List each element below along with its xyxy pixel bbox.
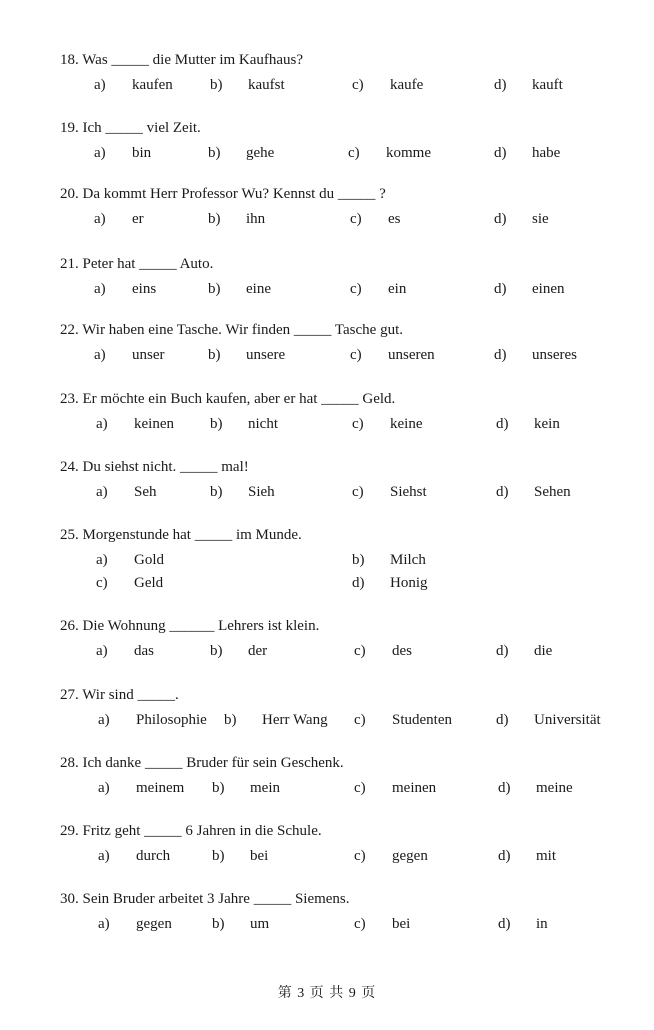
option-c[interactable]: c) komme xyxy=(348,145,431,161)
option-c[interactable]: c) bei xyxy=(354,916,411,932)
option-b[interactable]: b) kaufst xyxy=(210,77,285,93)
question-stem: 26. Die Wohnung ______ Lehrers ist klein. xyxy=(60,618,320,634)
question-26 xyxy=(60,616,640,662)
question-stem: 27. Wir sind _____. xyxy=(60,687,179,703)
options-row xyxy=(60,208,640,230)
option-c[interactable]: c) gegen xyxy=(354,848,428,864)
option-d[interactable]: d) Honig xyxy=(352,575,428,591)
question-stem: 18. Was _____ die Mutter im Kaufhaus? xyxy=(60,52,304,68)
question-29 xyxy=(60,821,640,867)
option-d[interactable]: d) meine xyxy=(498,780,573,796)
option-c[interactable]: c) Geld xyxy=(96,575,164,591)
question-stem: 23. Er möchte ein Buch kaufen, aber er hat _____ Geld. xyxy=(60,391,396,407)
option-c[interactable]: c) kaufe xyxy=(352,77,424,93)
question-stem: 19. Ich _____ viel Zeit. xyxy=(60,120,201,136)
page-footer: 第 3 页 共 9 页 xyxy=(277,986,377,1001)
option-c[interactable]: c) Studenten xyxy=(354,712,452,728)
options-row xyxy=(60,913,640,935)
question-21 xyxy=(60,254,640,300)
option-d[interactable]: d) unseres xyxy=(494,347,577,363)
option-b[interactable]: b) ihn xyxy=(208,211,266,227)
options-row xyxy=(60,709,640,731)
question-23 xyxy=(60,389,640,435)
option-a[interactable]: a) eins xyxy=(94,281,157,297)
question-stem: 21. Peter hat _____ Auto. xyxy=(60,256,214,272)
options-row xyxy=(60,549,640,571)
question-25 xyxy=(60,525,640,594)
option-c[interactable]: c) Siehst xyxy=(352,484,427,500)
option-b[interactable]: b) unsere xyxy=(208,347,286,363)
option-d[interactable]: d) Sehen xyxy=(496,484,571,500)
options-row xyxy=(60,278,640,300)
option-a[interactable]: a) Philosophie xyxy=(98,712,207,728)
options-row xyxy=(60,572,640,594)
option-b[interactable]: b) gehe xyxy=(208,145,275,161)
option-c[interactable]: c) unseren xyxy=(350,347,435,363)
question-stem: 20. Da kommt Herr Professor Wu? Kennst du _____ ? xyxy=(60,186,386,202)
option-a[interactable]: a) unser xyxy=(94,347,165,363)
option-b[interactable]: b) mein xyxy=(212,780,280,796)
question-stem: 22. Wir haben eine Tasche. Wir finden _____ Tasche gut. xyxy=(60,322,403,338)
option-b[interactable]: b) um xyxy=(212,916,270,932)
question-stem: 28. Ich danke _____ Bruder für sein Geschenk. xyxy=(60,755,344,771)
option-c[interactable]: c) des xyxy=(354,643,412,659)
option-d[interactable]: d) in xyxy=(498,916,548,932)
question-24 xyxy=(60,457,640,503)
question-stem: 30. Sein Bruder arbeitet 3 Jahre _____ Siemens. xyxy=(60,891,350,907)
option-a[interactable]: a) keinen xyxy=(96,416,174,432)
option-b[interactable]: b) eine xyxy=(208,281,271,297)
option-b[interactable]: b) nicht xyxy=(210,416,278,432)
question-20 xyxy=(60,184,640,230)
option-b[interactable]: b) Herr Wang xyxy=(224,712,328,728)
option-a[interactable]: a) Gold xyxy=(96,552,164,568)
question-27 xyxy=(60,685,640,731)
option-d[interactable]: d) kauft xyxy=(494,77,563,93)
option-c[interactable]: c) keine xyxy=(352,416,423,432)
option-a[interactable]: a) er xyxy=(94,211,144,227)
option-a[interactable]: a) Seh xyxy=(96,484,157,500)
options-row xyxy=(60,74,640,96)
question-stem: 25. Morgenstunde hat _____ im Munde. xyxy=(60,527,302,543)
option-d[interactable]: d) Universität xyxy=(496,712,601,728)
options-row xyxy=(60,777,640,799)
option-a[interactable]: a) das xyxy=(96,643,154,659)
options-row xyxy=(60,481,640,503)
question-stem: 24. Du siehst nicht. _____ mal! xyxy=(60,459,249,475)
question-18 xyxy=(60,50,640,96)
options-row xyxy=(60,845,640,867)
option-d[interactable]: d) die xyxy=(496,643,553,659)
option-b[interactable]: b) Sieh xyxy=(210,484,275,500)
question-30 xyxy=(60,889,640,935)
option-b[interactable]: b) der xyxy=(210,643,268,659)
option-c[interactable]: c) es xyxy=(350,211,401,227)
option-d[interactable]: d) mit xyxy=(498,848,557,864)
option-a[interactable]: a) durch xyxy=(98,848,171,864)
options-row xyxy=(60,413,640,435)
option-c[interactable]: c) meinen xyxy=(354,780,437,796)
option-d[interactable]: d) habe xyxy=(494,145,561,161)
option-a[interactable]: a) meinem xyxy=(98,780,185,796)
option-c[interactable]: c) ein xyxy=(350,281,407,297)
option-a[interactable]: a) bin xyxy=(94,145,152,161)
option-b[interactable]: b) Milch xyxy=(352,552,426,568)
question-19 xyxy=(60,118,640,164)
option-a[interactable]: a) gegen xyxy=(98,916,172,932)
option-d[interactable]: d) sie xyxy=(494,211,549,227)
option-a[interactable]: a) kaufen xyxy=(94,77,173,93)
question-28 xyxy=(60,753,640,799)
options-row xyxy=(60,344,640,366)
options-row xyxy=(60,640,640,662)
option-d[interactable]: d) einen xyxy=(494,281,565,297)
question-stem: 29. Fritz geht _____ 6 Jahren in die Schule. xyxy=(60,823,322,839)
question-22 xyxy=(60,320,640,366)
option-d[interactable]: d) kein xyxy=(496,416,560,432)
option-b[interactable]: b) bei xyxy=(212,848,269,864)
options-row xyxy=(60,142,640,164)
